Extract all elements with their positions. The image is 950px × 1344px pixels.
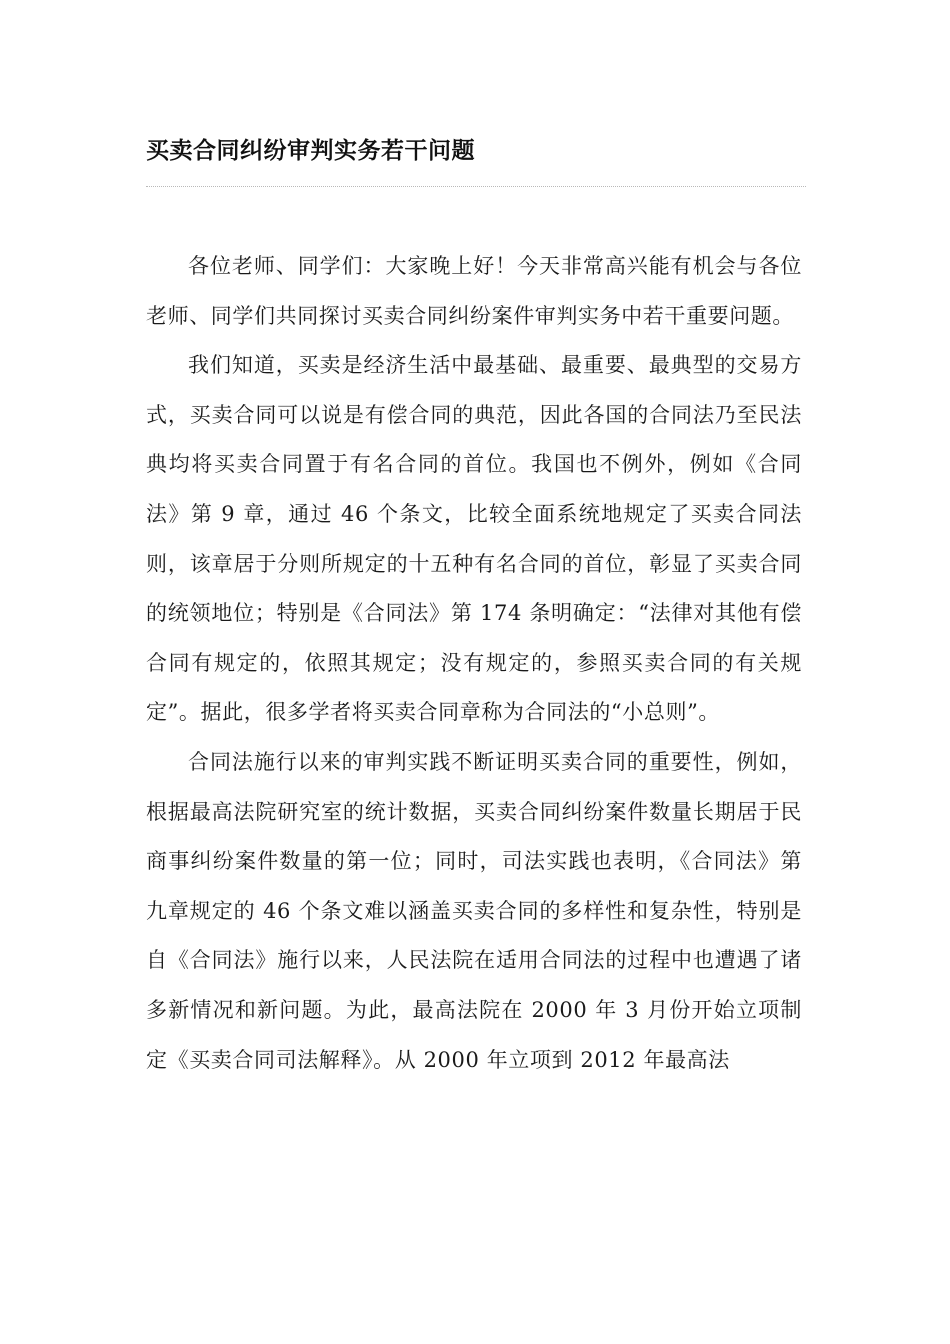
- paragraph-practice: 合同法施行以来的审判实践不断证明买卖合同的重要性，例如，根据最高法院研究室的统计数据，买卖合同纠纷案件数量长期居于民商事纠纷案件数量的第一位；同时，司法实践也表明，《合同法》第九章规定的 46 个条文难以涵盖买卖合同的多样性和复杂性，特别是自《合同法》施行以来，人民法院在适用合同法的过程中也遭遇了诸多新情况和新问题。为此，最高法院在 2000 年 3 月份开始立项制定《买卖合同司法解释》。从 2000 年立项到 2012 年最高法: [146, 749, 802, 1072]
- paragraph-greeting: 各位老师、同学们：大家晚上好！今天非常高兴能有机会与各位老师、同学们共同探讨买卖合同纠纷案件审判实务中若干重要问题。: [146, 254, 802, 328]
- document-body: [146, 242, 802, 1085]
- document-title: 买卖合同纠纷审判实务若干问题: [146, 137, 475, 164]
- title-divider: [146, 186, 806, 187]
- paragraph-introduction: 我们知道，买卖是经济生活中最基础、最重要、最典型的交易方式，买卖合同可以说是有偿合同的典范，因此各国的合同法乃至民法典均将买卖合同置于有名合同的首位。我国也不例外，例如《合同法》第 9 章，通过 46 个条文，比较全面系统地规定了买卖合同法则，该章居于分则所规定的十五种有名合同的首位，彰显了买卖合同的统领地位；特别是《合同法》第 174 条明确定：“法律对其他有偿合同有规定的，依照其规定；没有规定的，参照买卖合同的有关规定”。据此，很多学者将买卖合同章称为合同法的“小总则”。: [146, 353, 802, 725]
